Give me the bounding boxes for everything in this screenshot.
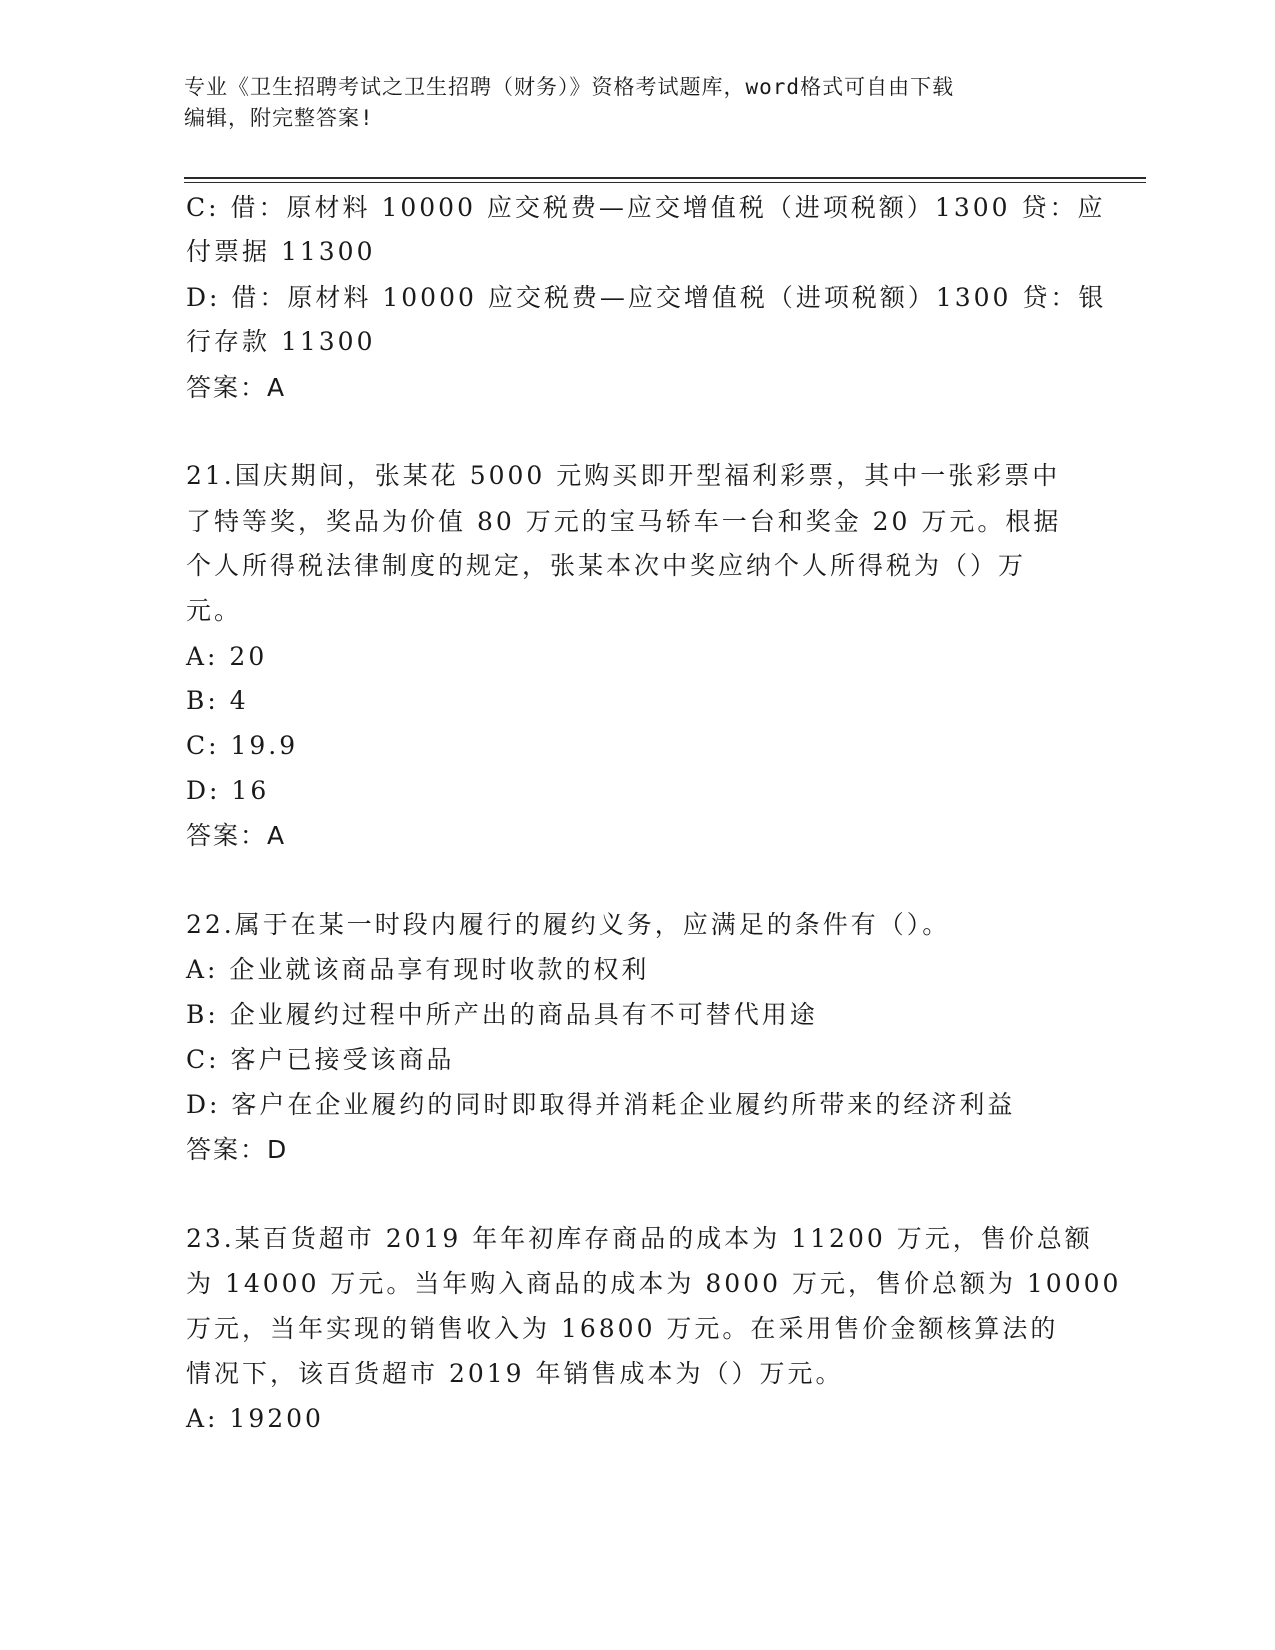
q23-stem-line-2: 为 14000 万元。当年购入商品的成本为 8000 万元，售价总额为 10000: [186, 1269, 1122, 1298]
q20-option-c-line-1: C: 借：原材料 10000 应交税费—应交增值税（进项税额）1300 贷：应: [186, 193, 1106, 222]
document-header: [184, 72, 1064, 134]
q20-option-c-line-2: 付票据 11300: [186, 237, 376, 266]
q21-stem-line-4: 元。: [186, 596, 243, 625]
q23-stem-line-4: 情况下，该百货超市 2019 年销售成本为（）万元。: [186, 1359, 844, 1388]
q23-option-a: A: 19200: [186, 1404, 324, 1433]
q21-option-b: B: 4: [186, 686, 249, 715]
q22-answer: 答案：D: [186, 1135, 289, 1164]
q21-answer: 答案：A: [186, 821, 287, 850]
q22-option-d: D: 客户在企业履约的同时即取得并消耗企业履约所带来的经济利益: [186, 1090, 1016, 1119]
q20-option-d-line-1: D: 借：原材料 10000 应交税费—应交增值税（进项税额）1300 贷：银: [186, 283, 1107, 312]
header-rule-thin: [184, 182, 1146, 183]
q21-option-a: A: 20: [186, 642, 268, 671]
q21-stem-line-2: 了特等奖，奖品为价值 80 万元的宝马轿车一台和奖金 20 万元。根据: [186, 507, 1062, 536]
q21-stem-line-3: 个人所得税法律制度的规定，张某本次中奖应纳个人所得税为（）万: [186, 551, 1027, 580]
q20-option-d-line-2: 行存款 11300: [186, 327, 376, 356]
header-line-1: 专业《卫生招聘考试之卫生招聘（财务）》资格考试题库，word格式可自由下载: [184, 75, 955, 99]
q21-stem-line-1: 21.国庆期间，张某花 5000 元购买即开型福利彩票，其中一张彩票中: [186, 461, 1061, 490]
q22-option-c: C: 客户已接受该商品: [186, 1045, 455, 1074]
q20-answer: 答案：A: [186, 373, 287, 402]
q22-stem: 22.属于在某一时段内履行的履约义务，应满足的条件有（）。: [186, 910, 951, 939]
q21-option-c: C: 19.9: [186, 731, 299, 760]
q21-option-d: D: 16: [186, 776, 270, 805]
q22-option-b: B: 企业履约过程中所产出的商品具有不可替代用途: [186, 1000, 818, 1029]
q22-option-a: A: 企业就该商品享有现时收款的权利: [186, 955, 650, 984]
header-line-2: 编辑，附完整答案!: [184, 106, 374, 130]
q23-stem-line-3: 万元，当年实现的销售收入为 16800 万元。在采用售价金额核算法的: [186, 1314, 1059, 1343]
q23-stem-line-1: 23.某百货超市 2019 年年初库存商品的成本为 11200 万元，售价总额: [186, 1224, 1093, 1253]
header-rule-thick: [184, 177, 1146, 179]
